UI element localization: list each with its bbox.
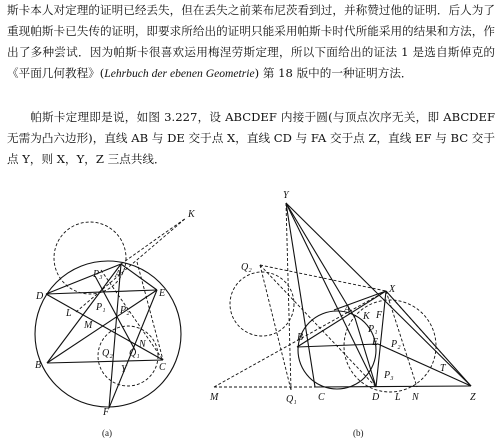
fig-a-label-F: F: [103, 407, 110, 418]
fig-b-label-Q2: Q₂: [241, 262, 252, 273]
fig-b-label-N: N: [412, 392, 419, 403]
fig-a-label-K: K: [188, 209, 195, 220]
fig-a-line-BC: [47, 360, 163, 363]
fig-b-label-P3: P₃: [384, 370, 394, 381]
fig-b-label-Q1: Q₁: [286, 394, 297, 405]
fig-b-label-E: E: [372, 337, 379, 348]
fig-b-label-T: T: [440, 363, 446, 374]
fig-a-label-P2: P₂: [120, 305, 130, 316]
fig-a-main-circle: [35, 261, 181, 407]
fig-b-label-B: B: [297, 332, 304, 343]
fig-b-label-Z: Z: [470, 392, 476, 403]
fig-b-label-L: L: [395, 392, 401, 403]
fig-a-dashed-AK: [121, 218, 186, 264]
intro-text-part2: ) 第 18 版中的一种证明方法．: [254, 66, 413, 80]
fig-a-line-AF: [109, 264, 121, 408]
fig-b-label-X: X: [389, 284, 396, 295]
fig-a-caption: (a): [102, 428, 112, 438]
figure-b: [214, 203, 471, 392]
fig-b-label-A: A: [344, 304, 351, 315]
fig-b-label-K: K: [363, 311, 370, 322]
fig-b-label-Y: Y: [283, 190, 289, 201]
fig-a-label-P3: P₃: [93, 269, 103, 280]
fig-b-dashed-circle-1: [230, 272, 294, 336]
fig-a-label-P1: P₁: [96, 302, 106, 313]
fig-b-label-P2: P₂: [391, 339, 401, 350]
fig-a-label-Y: Y: [121, 364, 127, 375]
fig-a-label-A: A: [115, 269, 122, 280]
fig-b-label-C: C: [318, 392, 325, 403]
fig-b-label-M: M: [210, 392, 219, 403]
fig-b-dashed-Q2D: [260, 265, 379, 387]
fig-b-dashed-Q2Q1: [260, 265, 291, 390]
book-title: Lehrbuch der ebenen Geometrie: [104, 67, 255, 80]
fig-a-label-E: E: [159, 288, 166, 299]
fig-a-label-C: C: [159, 362, 166, 373]
fig-a-label-Q2: Q₂: [102, 348, 113, 359]
fig-a-dashed-circle-1: [54, 222, 126, 294]
fig-b-caption: (b): [353, 428, 364, 438]
theorem-paragraph: 帕斯卡定理即是说，如图 3.227，设 ABCDEF 内接于圆(与顶点次序无关，即 ABCDEF 无需为凸六边形)，直线 AB 与 DE 交于点 X，直线 CD 与 FA 交于点 Z，直线 EF 与 BC 交于点 Y，则 X，Y，Z 三点共线．: [7, 110, 495, 166]
fig-b-line-base: [315, 386, 471, 387]
fig-a-label-M: M: [84, 320, 93, 331]
fig-a-label-L: L: [66, 308, 72, 319]
fig-a-label-B: B: [35, 360, 42, 371]
fig-a-label-N: N: [139, 339, 146, 350]
figure-a: [35, 218, 186, 408]
intro-text-part1: 斯卡本人对定理的证明已经丢失，但在丢失之前莱布尼茨看到过，并称赞过他的证明．后人为了重现帕斯卡已失传的证明，即要求所给出的证明只能采用帕斯卡时代所能采用的结果和方法，作出了多种尝试．因为帕斯卡很喜欢运用梅涅劳斯定理，所以下面给出的证法 1 是选自斯倬克的《平面几何教程》(: [7, 3, 495, 80]
fig-a-label-Q1: Q₁: [129, 348, 140, 359]
figure-b-labels: [209, 190, 476, 438]
fig-b-label-F: F: [376, 310, 383, 321]
fig-a-dashed-2: [101, 270, 166, 360]
fig-b-label-P1: P₁: [368, 324, 378, 335]
fig-a-label-D: D: [36, 291, 44, 302]
fig-a-dashed-LK: [76, 218, 186, 312]
fig-b-label-D: D: [372, 392, 380, 403]
